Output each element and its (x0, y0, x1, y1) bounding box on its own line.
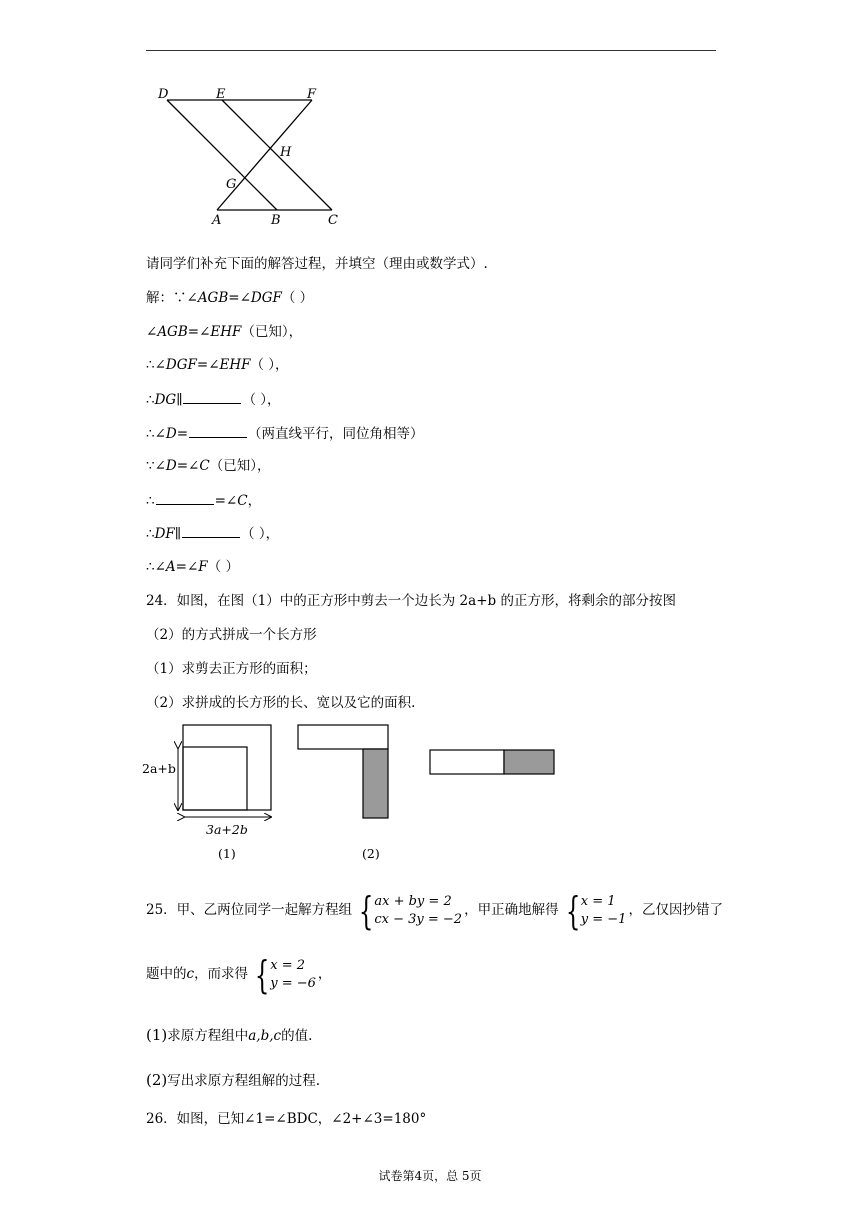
label-A: A (212, 213, 222, 228)
q25-line-2: 题中的c，而求得 { x = 2 y = −6 ， (146, 952, 332, 997)
proof-line-3: ∴∠DGF=∠EHF（ ）， (146, 357, 289, 373)
answer-blank[interactable] (189, 424, 247, 438)
q24-line-1: 24．如图，在图（1）中的正方形中剪去一个边长为 2a+b 的正方形，将剩余的部分按图 (146, 593, 676, 609)
proof-line-1: 解：∵∠AGB=∠DGF（ ） (146, 290, 314, 306)
segment-FA (217, 100, 312, 210)
q24-line-2: （2）的方式拼成一个长方形 (146, 627, 317, 643)
caption-2: (2) (362, 846, 380, 861)
caption-1: (1) (218, 846, 236, 861)
q24-sub-2: （2）求拼成的长方形的长、宽以及它的面积. (146, 695, 416, 711)
proof-line-8: ∴DF∥ （ ）， (146, 526, 280, 542)
proof-line-6: ∵∠D=∠C（已知）， (146, 458, 271, 474)
page-footer: 试卷第4页，总 5页 (378, 1169, 482, 1183)
label-H: H (280, 145, 292, 160)
solution-yi: { x = 2 y = −6 (254, 952, 316, 997)
proof-line-2: ∠AGB=∠EHF（已知）， (146, 324, 303, 340)
side-label: 2a+b (142, 761, 176, 776)
proof-line-4: ∴DG∥ （ ）， (146, 392, 281, 408)
label-G: G (226, 177, 237, 192)
segment-EC (222, 100, 332, 210)
q26-text: 26．如图，已知∠1=∠BDC，∠2+∠3=180° (146, 1111, 427, 1127)
strip-vertical (363, 749, 388, 818)
rect-gray (504, 750, 554, 774)
square-figures (140, 718, 570, 866)
label-C: C (328, 213, 338, 228)
label-D: D (158, 87, 169, 102)
solution-jia: { x = 1 y = −1 (565, 888, 627, 933)
q25-sub-1: (1)求原方程组中a,b,c的值. (146, 1026, 313, 1044)
bottom-label: 3a+2b (206, 822, 248, 837)
segment-DB (167, 100, 277, 210)
intro-text: 请同学们补充下面的解答过程，并填空（理由或数学式）. (146, 256, 488, 272)
q24-sub-1: （1）求剪去正方形的面积； (146, 661, 317, 677)
proof-line-7: ∴ =∠C， (146, 493, 262, 509)
answer-blank[interactable] (182, 524, 240, 538)
q25-sub-2: (2)写出求原方程组解的过程. (146, 1071, 321, 1089)
geometry-figure (150, 80, 350, 230)
proof-line-5: ∴∠D= （两直线平行，同位角相等） (146, 426, 424, 442)
header-rule (146, 50, 716, 51)
equation-system: { ax + by = 2 cx − 3y = −2 (359, 888, 463, 933)
cut-square (183, 747, 247, 810)
answer-blank[interactable] (183, 390, 241, 404)
outer-square (183, 725, 271, 810)
rect-white (430, 750, 504, 774)
label-B: B (271, 213, 281, 228)
proof-line-9: ∴∠A=∠F（ ） (146, 559, 239, 575)
strip-horizontal (298, 725, 388, 749)
label-E: E (216, 87, 226, 102)
label-F: F (307, 87, 317, 102)
answer-blank[interactable] (156, 491, 214, 505)
q25-line-1: 25．甲、乙两位同学一起解方程组 { ax + by = 2 cx − 3y = −2 ，甲正确地解得 { x = 1 y = −1 ，乙仅因抄错了 (146, 888, 723, 933)
